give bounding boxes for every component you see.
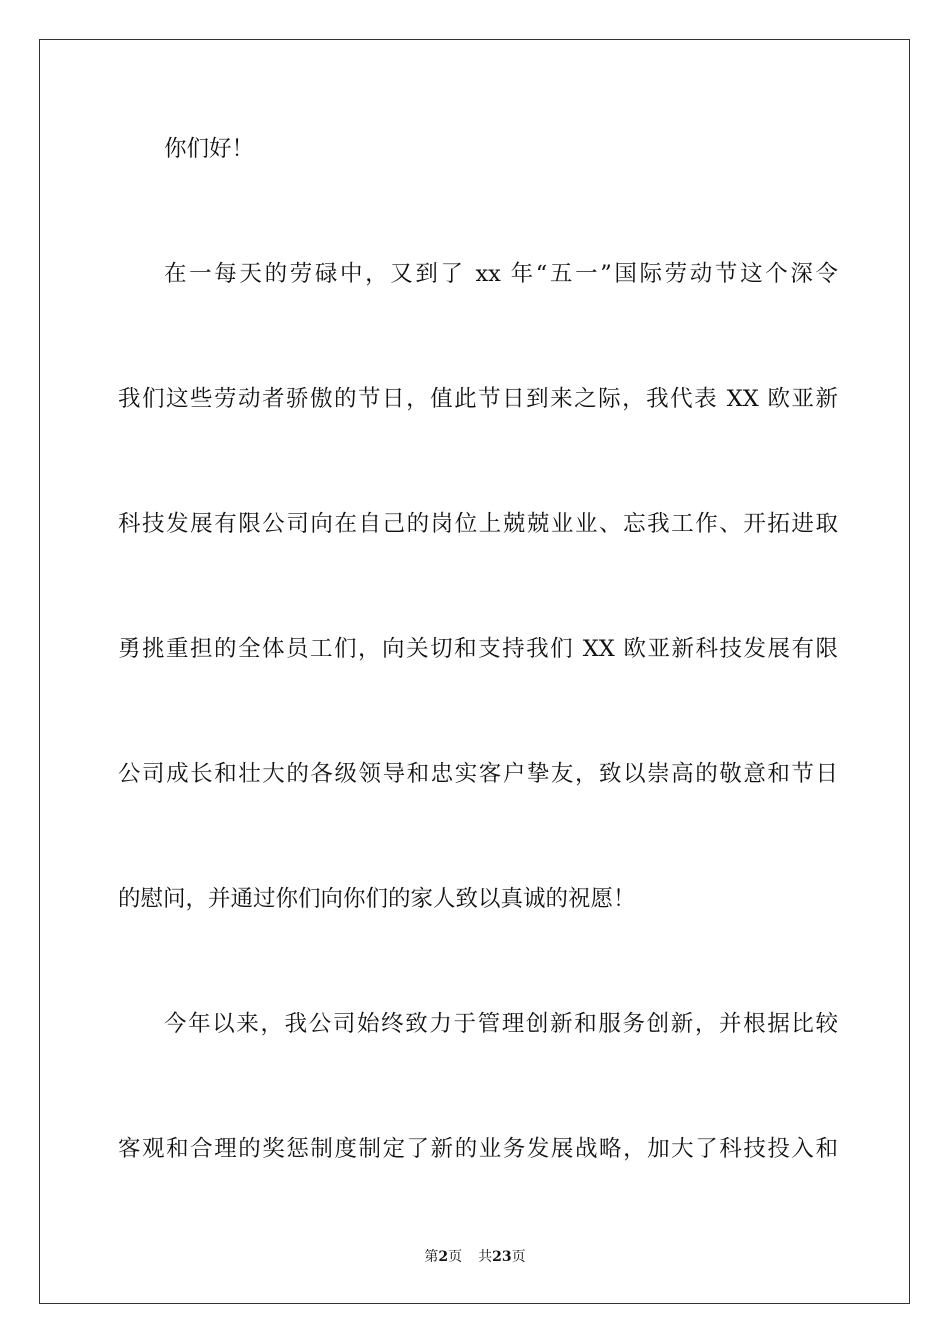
paragraph-line: 在一每天的劳碌中，又到了 xx 年“五一”国际劳动节这个深令 bbox=[164, 261, 838, 287]
paragraph-line: 今年以来，我公司始终致力于管理创新和服务创新，并根据比较 bbox=[164, 1011, 838, 1037]
page-label-suffix: 页 bbox=[448, 1249, 463, 1265]
paragraph-line: 科技发展有限公司向在自己的岗位上兢兢业业、忘我工作、开拓进取 bbox=[118, 511, 838, 537]
paragraph-line: 客观和合理的奖惩制度制定了新的业务发展战略，加大了科技投入和 bbox=[118, 1136, 838, 1162]
total-label-prefix: 共 bbox=[478, 1249, 493, 1265]
page-border bbox=[39, 39, 910, 1304]
page-number: 2 bbox=[438, 1249, 449, 1265]
greeting-line: 你们好！ bbox=[164, 136, 255, 162]
paragraph-line: 的慰问，并通过你们向你们的家人致以真诚的祝愿！ bbox=[118, 886, 636, 912]
total-label-suffix: 页 bbox=[511, 1249, 526, 1265]
paragraph-line: 我们这些劳动者骄傲的节日，值此节日到来之际，我代表 XX 欧亚新 bbox=[118, 386, 838, 412]
page-footer bbox=[0, 1247, 950, 1267]
paragraph-line: 公司成长和壮大的各级领导和忠实客户挚友，致以崇高的敬意和节日 bbox=[118, 761, 838, 787]
total-pages: 23 bbox=[492, 1249, 512, 1265]
page-label-prefix: 第 bbox=[424, 1249, 439, 1265]
paragraph-line: 勇挑重担的全体员工们，向关切和支持我们 XX 欧亚新科技发展有限 bbox=[118, 636, 838, 662]
